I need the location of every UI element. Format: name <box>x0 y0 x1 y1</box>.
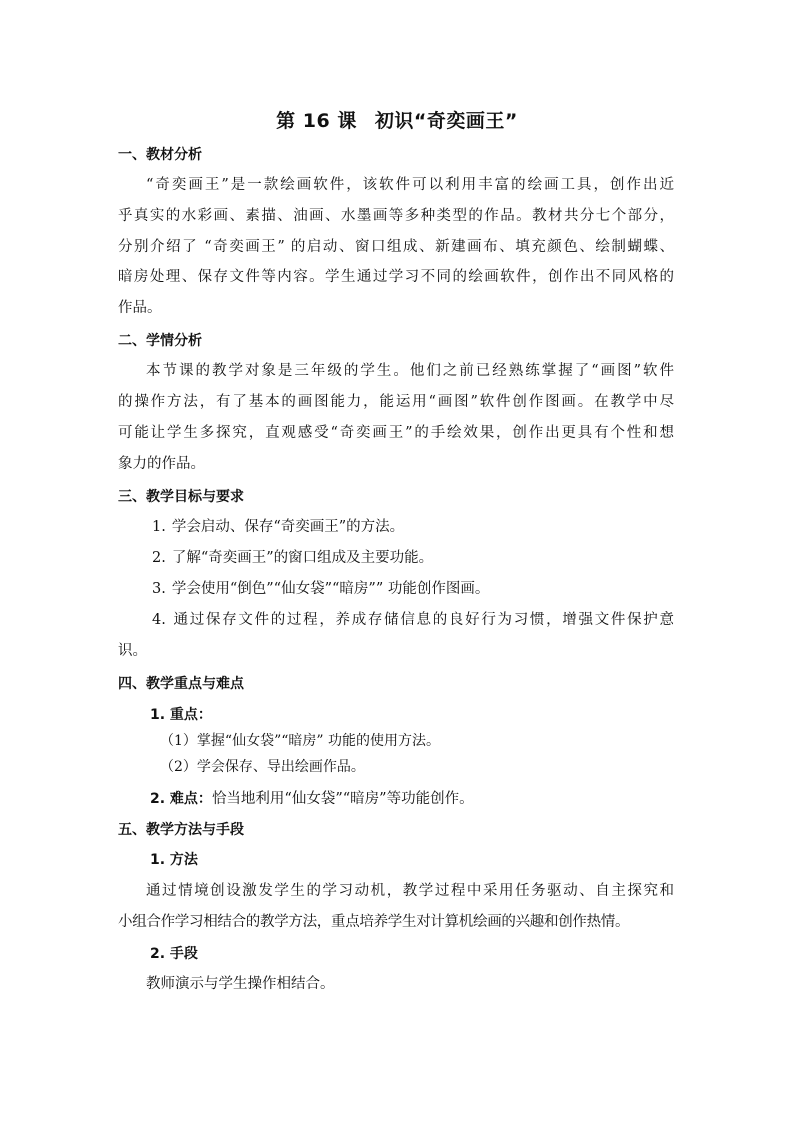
list-item: 2. 了解“奇奕画王”的窗口组成及主要功能。 <box>152 550 434 566</box>
paragraph-line: 象力的作品。 <box>118 456 205 472</box>
difficult-points-label: 2. 难点： <box>150 791 212 807</box>
key-point-item: （2）学会保存、导出绘画作品。 <box>160 759 365 775</box>
paragraph-line: 的操作方法，有了基本的画图能力，能运用“画图”软件创作图画。在教学中尽 <box>118 394 674 410</box>
lesson-number: 第 16 课 <box>276 110 357 132</box>
section-heading-1: 一、教材分析 <box>118 147 202 163</box>
key-points-label: 1. 重点： <box>150 707 212 723</box>
paragraph-line: 通过情境创设激发学生的学习动机，教学过程中采用任务驱动、自主探究和 <box>146 883 674 899</box>
paragraph-line: 作品。 <box>118 300 162 316</box>
means-label: 2. 手段 <box>150 946 198 962</box>
list-item: 1. 学会启动、保存“奇奕画王”的方法。 <box>152 519 405 535</box>
paragraph-line: 可能让学生多探究，直观感受“奇奕画王”的手绘效果，创作出更具有个性和想 <box>118 425 674 441</box>
paragraph-line: 乎真实的水彩画、素描、油画、水墨画等多种类型的作品。教材共分七个部分， <box>118 208 674 224</box>
paragraph-line: 暗房处理、保存文件等内容。学生通过学习不同的绘画软件，创作出不同风格的 <box>118 269 674 285</box>
paragraph-line: 本节课的教学对象是三年级的学生。他们之前已经熟练掌握了“画图”软件 <box>146 363 674 379</box>
section-heading-5: 五、教学方法与手段 <box>118 822 244 838</box>
paragraph-line: 小组合作学习相结合的教学方法，重点培养学生对计算机绘画的兴趣和创作热情。 <box>118 914 630 930</box>
lesson-name: 初识“奇奕画王” <box>374 110 518 132</box>
paragraph-line: “奇奕画王”是一款绘画软件，该软件可以利用丰富的绘画工具，创作出近 <box>146 177 674 193</box>
page-title <box>0 106 794 133</box>
difficult-points <box>150 789 474 809</box>
section-heading-4: 四、教学重点与难点 <box>118 676 244 692</box>
paragraph-line: 教师演示与学生操作相结合。 <box>146 976 335 992</box>
list-item: 4. 通过保存文件的过程，养成存储信息的良好行为习惯，增强文件保护意 <box>152 612 674 628</box>
list-item-continuation: 识。 <box>118 643 147 659</box>
list-item: 3. 学会使用“倒色”“仙女袋”“暗房”” 功能创作图画。 <box>152 581 490 597</box>
key-point-item: （1）掌握“仙女袋”“暗房” 功能的使用方法。 <box>160 733 440 749</box>
method-label: 1. 方法 <box>150 852 198 868</box>
section-heading-3: 三、教学目标与要求 <box>118 489 244 505</box>
difficult-points-text: 恰当地利用“仙女袋”“暗房”等功能创作。 <box>211 791 474 807</box>
paragraph-line: 分别介绍了 “奇奕画王” 的启动、窗口组成、新建画布、填充颜色、绘制蝴蝶、 <box>118 239 674 255</box>
section-heading-2: 二、学情分析 <box>118 333 202 349</box>
